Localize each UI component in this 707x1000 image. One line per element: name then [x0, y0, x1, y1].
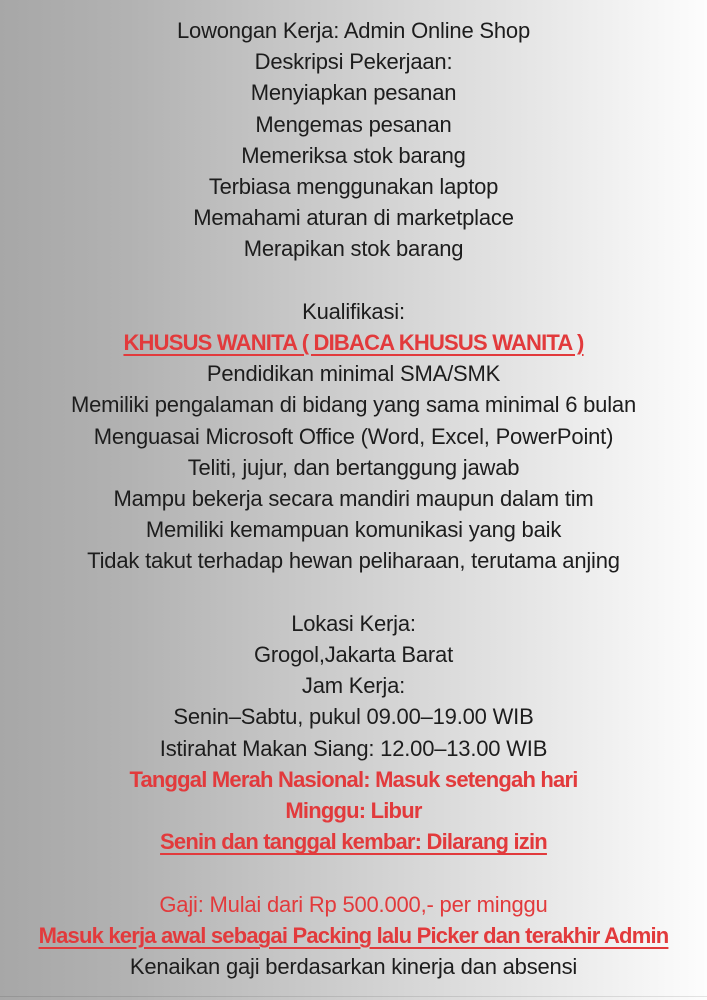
poster-line: Istirahat Makan Siang: 12.00–13.00 WIB: [159, 735, 548, 761]
poster-line: Lokasi Kerja:: [291, 610, 416, 636]
poster-line: Mampu bekerja secara mandiri maupun dalam tim: [113, 486, 594, 512]
section-salary: [0, 889, 707, 983]
poster-line: Deskripsi Pekerjaan:: [254, 49, 453, 75]
poster-line: Menguasai Microsoft Office (Word, Excel, PowerPoint): [93, 423, 614, 449]
poster-line: Memahami aturan di marketplace: [193, 205, 514, 231]
poster-line: Kenaikan gaji berdasarkan kinerja dan absensi: [129, 954, 578, 980]
poster-line: Senin dan tanggal kembar: Dilarang izin: [160, 829, 547, 855]
poster-line: Tidak takut terhadap hewan peliharaan, terutama anjing: [87, 548, 620, 574]
poster-line: Kualifikasi:: [302, 298, 405, 324]
poster-line: Memiliki kemampuan komunikasi yang baik: [145, 517, 562, 543]
poster-line: Merapikan stok barang: [243, 236, 464, 262]
poster-line: Minggu: Libur: [285, 798, 422, 824]
poster-line: KHUSUS WANITA ( DIBACA KHUSUS WANITA ): [123, 330, 584, 356]
poster-line: Teliti, jujur, dan bertanggung jawab: [187, 454, 520, 480]
poster-line: Tanggal Merah Nasional: Masuk setengah hari: [129, 766, 578, 792]
poster-line: Senin–Sabtu, pukul 09.00–19.00 WIB: [173, 704, 534, 730]
poster-line: Gaji: Mulai dari Rp 500.000,- per minggu: [159, 891, 548, 917]
poster-line: Pendidikan minimal SMA/SMK: [206, 361, 501, 387]
poster-line: Terbiasa menggunakan laptop: [208, 174, 499, 200]
section-job-description: [0, 15, 707, 265]
poster-line: Masuk kerja awal sebagai Packing lalu Picker dan terakhir Admin: [38, 922, 669, 948]
poster-line: Memeriksa stok barang: [241, 142, 466, 168]
poster-line: Grogol,Jakarta Barat: [254, 642, 453, 668]
poster-line: Jam Kerja:: [301, 673, 406, 699]
section-location-schedule: [0, 608, 707, 858]
poster-line: Memiliki pengalaman di bidang yang sama minimal 6 bulan: [71, 392, 636, 418]
poster-line: Lowongan Kerja: Admin Online Shop: [177, 18, 530, 43]
section-qualifications: [0, 296, 707, 577]
poster-line: Mengemas pesanan: [255, 111, 452, 137]
poster-line: Menyiapkan pesanan: [250, 80, 457, 106]
